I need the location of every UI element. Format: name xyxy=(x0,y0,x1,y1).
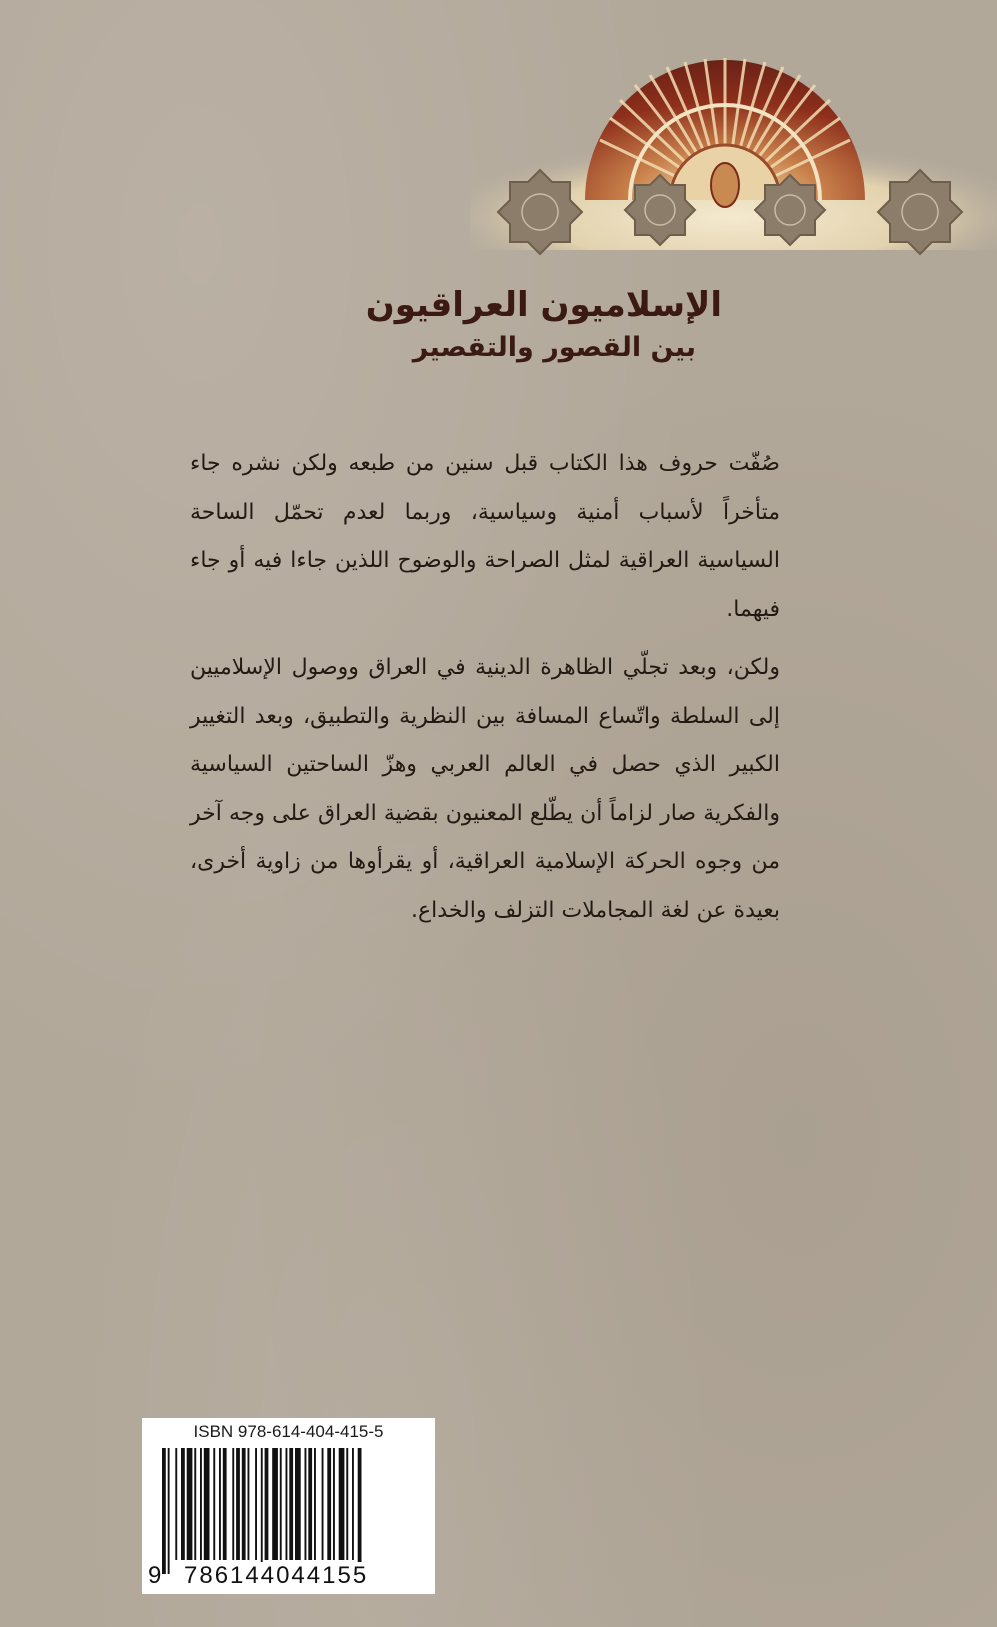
barcode-bar xyxy=(248,1448,250,1560)
barcode-bar xyxy=(322,1448,324,1560)
barcode-bar xyxy=(272,1448,278,1560)
barcode-bar xyxy=(187,1448,193,1560)
barcode-bar xyxy=(295,1448,301,1560)
barcode-bar xyxy=(346,1448,348,1560)
barcode-bar xyxy=(200,1448,202,1560)
barcode-bar xyxy=(232,1448,234,1560)
book-title: الإسلاميون العراقيون xyxy=(365,285,722,325)
barcode-bar xyxy=(280,1448,282,1560)
barcode-bar xyxy=(286,1448,288,1560)
back-cover-blurb xyxy=(190,440,780,935)
barcode-bar xyxy=(314,1448,316,1560)
barcode-bar xyxy=(305,1448,307,1560)
barcode-bar xyxy=(255,1448,257,1560)
blurb-paragraph: صُفّت حروف هذا الكتاب قبل سنين من طبعه ولكن نشره جاء متأخراً لأسباب أمنية وسياسية، وربما لعدم تحمّل الساحة السياسية العراقية لمثل الصراحة والوضوح اللذين جاءا فيه أو جاء فيهما. xyxy=(190,451,780,622)
barcode-digits: 786144044155 xyxy=(184,1562,369,1589)
barcode-bar xyxy=(223,1448,227,1560)
islamic-arch-ornament-icon xyxy=(470,0,997,260)
barcode-bar xyxy=(194,1448,196,1560)
barcode-bar xyxy=(358,1448,362,1574)
barcode-bar xyxy=(327,1448,331,1560)
barcode-bar xyxy=(181,1448,185,1560)
barcode-bar xyxy=(308,1448,312,1560)
barcode-bar xyxy=(204,1448,210,1560)
barcode xyxy=(142,1418,435,1594)
barcode-bar xyxy=(333,1448,335,1560)
barcode-bar xyxy=(261,1448,263,1574)
barcode-bar xyxy=(242,1448,246,1560)
barcode-bar xyxy=(168,1448,170,1574)
barcode-bar xyxy=(339,1448,345,1560)
barcode-bar xyxy=(219,1448,221,1560)
blurb-paragraph: ولكن، وبعد تجلّي الظاهرة الدينية في العراق ووصول الإسلاميين إلى السلطة واتّساع المسافة بين النظرية والتطبيق، وبعد التغيير الكبير الذي حصل في العالم العربي وهزّ الساحتين السياسية والفكرية صار لزاماً أن يطّلع المعنيون بقضية العراق على وجه آخر من وجوه الحركة الإسلامية العراقية، أو يقرأوها من زاوية أخرى، بعيدة عن لغة المجاملات التزلف والخداع. xyxy=(190,655,780,923)
barcode-bar xyxy=(236,1448,240,1560)
isbn-label: ISBN 978-614-404-415-5 xyxy=(193,1422,384,1441)
barcode-bar xyxy=(175,1448,177,1560)
barcode-bar xyxy=(289,1448,293,1560)
barcode-bar xyxy=(352,1448,354,1560)
barcode-lead-digit: 9 xyxy=(148,1562,162,1589)
barcode-bars xyxy=(162,1448,428,1574)
title-block xyxy=(366,282,722,368)
book-subtitle: بين القصور والتقصير xyxy=(412,332,696,363)
barcode-bar xyxy=(213,1448,215,1560)
barcode-bar xyxy=(265,1448,269,1560)
barcode-bar xyxy=(162,1448,166,1574)
